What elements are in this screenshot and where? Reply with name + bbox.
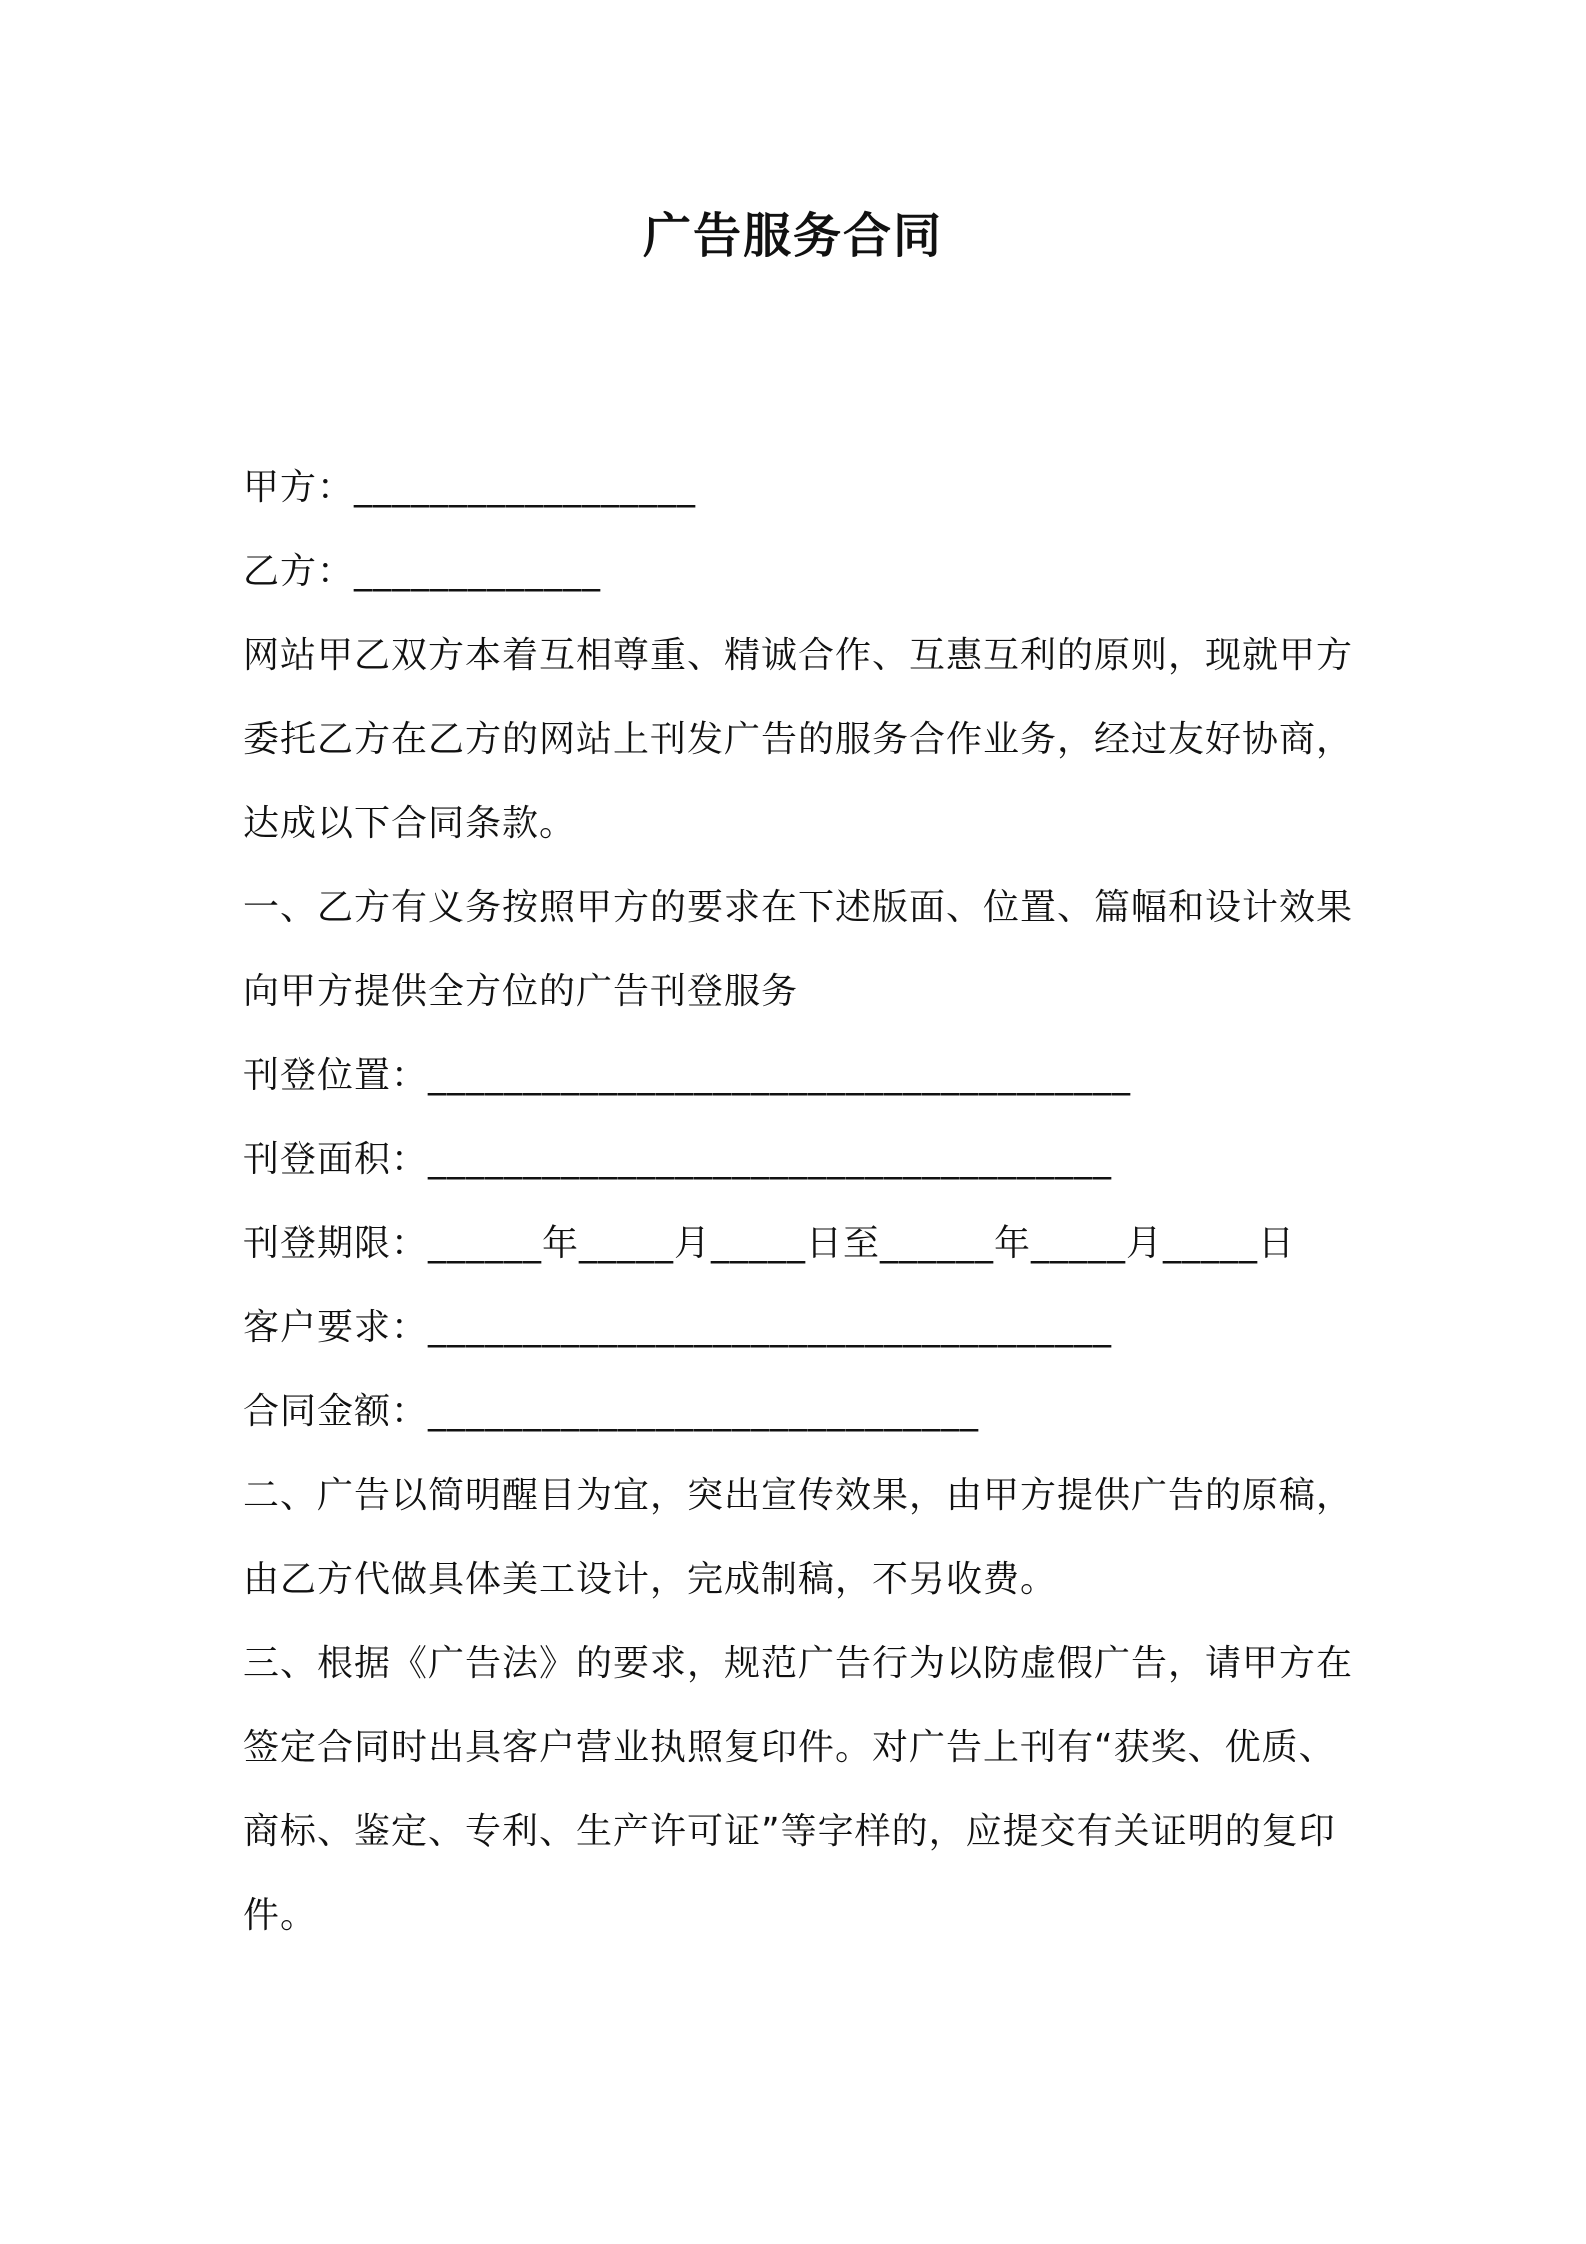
contract-title: 广告服务合同 — [642, 208, 943, 264]
party-a-line: 甲方：__________________ — [243, 467, 697, 508]
clause-3-paragraph: 三、根据《广告法》的要求，规范广告行为以防虚假广告，请甲方在签定合同时出具客户营业执照复印件。对广告上刊有“获奖、优质、商标、鉴定、专利、生产许可证”等字样的，应提交有关证明的复印件。 — [243, 1643, 1354, 1936]
amount-field: 合同金额：_____________________________ — [243, 1391, 980, 1432]
clause-1-paragraph: 一、乙方有义务按照甲方的要求在下述版面、位置、篇幅和设计效果向甲方提供全方位的广告刊登服务 — [243, 887, 1354, 1012]
requirements-field: 客户要求：____________________________________ — [243, 1307, 1113, 1348]
area-field: 刊登面积：____________________________________ — [243, 1139, 1113, 1180]
party-b-line: 乙方：_____________ — [243, 551, 602, 592]
position-field: 刊登位置：_____________________________________ — [243, 1055, 1132, 1096]
period-field: 刊登期限：______年_____月_____日至______年_____月_____日 — [243, 1223, 1296, 1264]
clause-2-paragraph: 二、广告以简明醒目为宜，突出宣传效果，由甲方提供广告的原稿，由乙方代做具体美工设计，完成制稿，不另收费。 — [243, 1475, 1354, 1600]
intro-paragraph: 网站甲乙双方本着互相尊重、精诚合作、互惠互利的原则，现就甲方委托乙方在乙方的网站上刊发广告的服务合作业务，经过友好协商，达成以下合同条款。 — [243, 635, 1354, 844]
contract-body — [243, 446, 1363, 1958]
